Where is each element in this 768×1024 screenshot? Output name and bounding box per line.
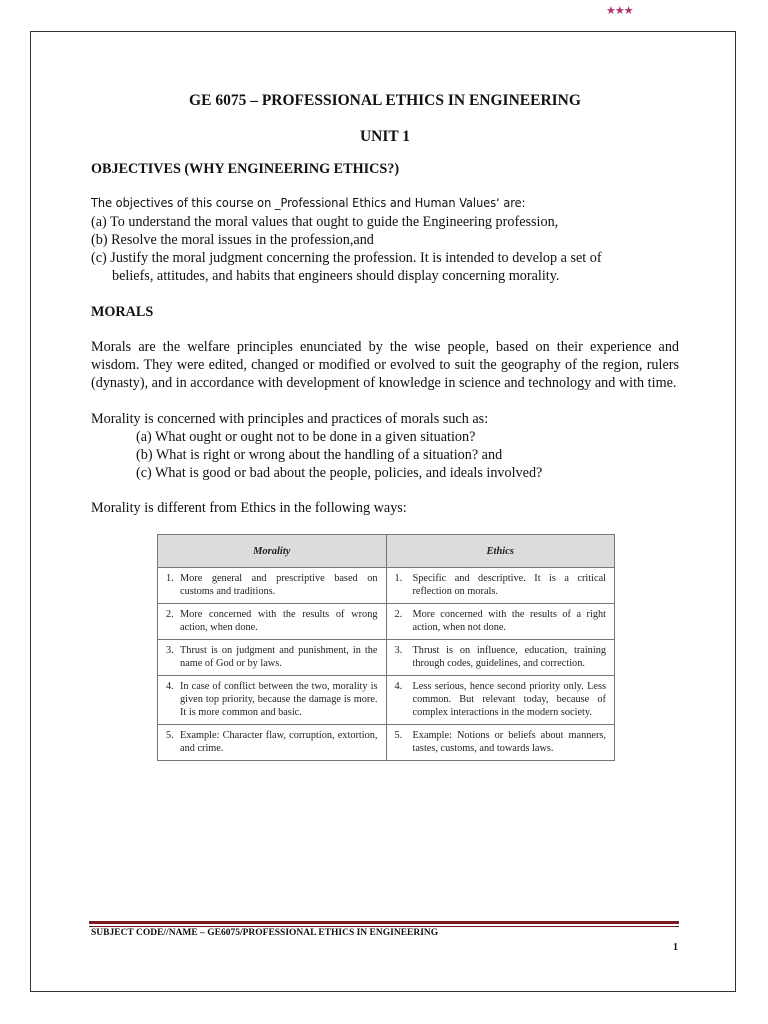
ethics-cell: Less serious, hence second priority only. Less common. But relevant today, because of complex interactions in the modern society. (412, 681, 606, 718)
ethics-cell: Specific and descriptive. It is a critical reflection on morals. (412, 573, 606, 597)
decorative-stars: ★★★ (606, 4, 633, 17)
objectives-intro: The objectives of this course on _Professional Ethics and Human Values‘ are: (91, 195, 526, 210)
table-row (158, 640, 615, 676)
table-row (158, 676, 615, 725)
table-header-ethics: Ethics (386, 535, 615, 568)
morality-cell: More concerned with the results of wrong action, when done. (180, 609, 378, 633)
footer-rule-thin (89, 926, 679, 927)
row-number: 3. (166, 645, 174, 656)
row-number: 5. (166, 730, 174, 741)
row-number: 4. (394, 681, 403, 692)
objective-b: (b) Resolve the moral issues in the profession,and (91, 232, 374, 248)
morals-heading: MORALS (91, 304, 154, 320)
ethics-cell: Example: Notions or beliefs about manners, tastes, customs, and towards laws. (412, 730, 606, 754)
morality-ethics-table (157, 534, 615, 761)
document-title: GE 6075 – PROFESSIONAL ETHICS IN ENGINEERING (189, 92, 581, 109)
objective-c-line1: (c) Justify the moral judgment concerning the profession. It is intended to develop a set of (91, 250, 602, 266)
unit-heading: UNIT 1 (359, 128, 411, 145)
objective-a: (a) To understand the moral values that ought to guide the Engineering profession, (91, 214, 559, 230)
morality-item-b: (b) What is right or wrong about the handling of a situation? and (136, 447, 503, 463)
morality-concern-text: Morality is concerned with principles and practices of morals such as: (91, 411, 489, 427)
row-number: 2. (394, 609, 403, 620)
objectives-heading: OBJECTIVES (WHY ENGINEERING ETHICS?) (91, 161, 400, 177)
table-row (158, 725, 615, 761)
ethics-cell: Thrust is on influence, education, training through codes, guidelines, and correction. (412, 645, 606, 669)
morality-cell: More general and prescriptive based on customs and traditions. (180, 573, 378, 597)
morality-cell: Thrust is on judgment and punishment, in the name of God or by laws. (180, 645, 378, 669)
footer-subject-code: SUBJECT CODE//NAME – GE6075/PROFESSIONAL ETHICS IN ENGINEERING (91, 928, 439, 938)
footer-rule-thick (89, 921, 679, 924)
morals-paragraph: Morals are the welfare principles enunciated by the wise people, based on their experience and wisdom. They were edited, changed or modified or evolved to suit the geography of the region, rulers (dynasty), and in accordance with development of knowledge in science and technology and with time. (91, 339, 679, 391)
row-number: 1. (166, 573, 174, 584)
morality-diff-text: Morality is different from Ethics in the following ways: (91, 500, 407, 516)
table-row (158, 568, 615, 604)
row-number: 3. (394, 645, 403, 656)
morality-item-a: (a) What ought or ought not to be done in a given situation? (136, 429, 476, 445)
row-number: 2. (166, 609, 174, 620)
morality-cell: Example: Character flaw, corruption, extortion, and crime. (180, 730, 378, 754)
ethics-cell: More concerned with the results of a right action, when not done. (412, 609, 606, 633)
page-number: 1 (673, 942, 678, 953)
row-number: 4. (166, 681, 174, 692)
table-header-morality: Morality (158, 535, 387, 568)
row-number: 5. (394, 730, 403, 741)
table-row (158, 604, 615, 640)
morality-cell: In case of conflict between the two, morality is given top priority, because the damage is more. It is more common and basic. (180, 681, 378, 718)
objective-c-line2: beliefs, attitudes, and habits that engineers should display concerning morality. (112, 268, 560, 284)
morality-item-c: (c) What is good or bad about the people, policies, and ideals involved? (136, 465, 543, 481)
row-number: 1. (394, 573, 403, 584)
